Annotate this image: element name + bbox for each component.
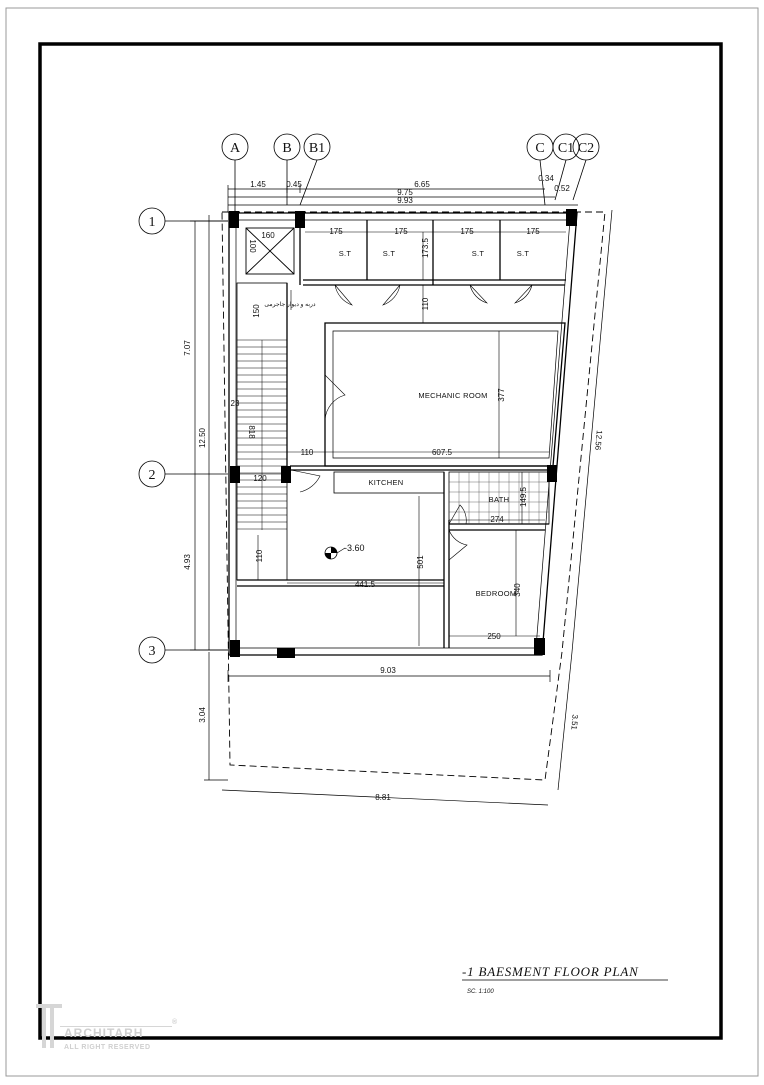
- dim-0-34: 0.34: [538, 174, 554, 183]
- dim-150: 150: [252, 304, 261, 318]
- grid-label-c1: C1: [557, 141, 575, 156]
- dim-1-45: 1.45: [250, 180, 266, 189]
- level-value: -3.60: [344, 543, 365, 553]
- dim-175-b: 175: [394, 227, 408, 236]
- level-marker-icon: [325, 547, 345, 559]
- dim-110-c: 110: [255, 549, 264, 563]
- left-dimension-lines: [190, 215, 228, 780]
- dim-250: 250: [487, 632, 501, 641]
- plan-scale: SC. 1:100: [467, 989, 494, 995]
- grid-label-c2: C2: [577, 141, 595, 156]
- room-label-kitchen: KITCHEN: [368, 478, 404, 487]
- sheet-outer-border: [6, 8, 758, 1076]
- dim-501: 501: [416, 555, 425, 569]
- dim-110-a: 110: [421, 297, 430, 311]
- dim-120: 120: [253, 474, 267, 483]
- grid-label-1: 1: [148, 215, 156, 230]
- plan-title: -1 BAESMENT FLOOR PLAN: [462, 964, 639, 979]
- grid-label-b1: B1: [308, 141, 326, 156]
- room-label-storage-3: S.T: [471, 249, 485, 258]
- dim-9-75: 9.75: [397, 188, 413, 197]
- dim-9-93: 9.93: [397, 196, 413, 205]
- dim-12-56: 12.56: [593, 429, 604, 451]
- dim-149-5: 149.5: [519, 486, 528, 508]
- dim-12-50: 12.50: [198, 427, 207, 449]
- site-boundary: [222, 212, 605, 780]
- grid-label-c: C: [535, 141, 545, 156]
- dim-173-5: 173.5: [421, 237, 430, 259]
- dim-0-45: 0.45: [286, 180, 302, 189]
- dim-175-a: 175: [329, 227, 343, 236]
- stair-treads: [237, 340, 287, 530]
- dim-3-51: 3.51: [569, 714, 580, 731]
- dim-100: 100: [248, 239, 257, 253]
- dim-110-b: 110: [300, 448, 314, 457]
- logo-mark: ®: [172, 1019, 178, 1026]
- dim-175-c: 175: [460, 227, 474, 236]
- logo-tagline: ALL RIGHT RESERVED: [64, 1044, 151, 1051]
- room-label-mechanic: MECHANIC ROOM: [418, 391, 488, 400]
- dim-0-52: 0.52: [554, 184, 570, 193]
- dim-607-5: 607.5: [431, 448, 453, 457]
- dim-6-65: 6.65: [414, 180, 430, 189]
- logo-name: ARCHITARH: [64, 1026, 144, 1040]
- grid-label-2: 2: [148, 468, 156, 483]
- building-walls: [229, 213, 577, 655]
- dim-818: 818: [247, 425, 256, 439]
- right-dimension-lines: [558, 210, 612, 790]
- room-label-storage-1: S.T: [338, 249, 352, 258]
- dim-377: 377: [497, 388, 506, 402]
- grid-label-b: B: [282, 141, 292, 156]
- grid-row-bubbles: [139, 208, 228, 663]
- dim-8-81: 8.81: [375, 793, 391, 802]
- dim-4-93: 4.93: [183, 554, 192, 570]
- room-label-bedroom: BEDROOM: [475, 589, 517, 598]
- room-label-storage-2: S.T: [382, 249, 396, 258]
- dim-175-d: 175: [526, 227, 540, 236]
- dim-274: 274: [490, 515, 504, 524]
- dim-441-5: 441.5: [354, 580, 376, 589]
- room-label-storage-4: S.T: [516, 249, 530, 258]
- dim-23: 23: [230, 399, 240, 408]
- dim-340: 340: [513, 583, 522, 597]
- structural-columns: [229, 209, 577, 658]
- bottom-dimension-lines: [222, 670, 550, 805]
- room-label-bath: BATH: [488, 495, 510, 504]
- dim-160: 160: [261, 231, 275, 240]
- grid-label-3: 3: [148, 644, 156, 659]
- sheet-frame: [40, 44, 721, 1038]
- dim-9-03: 9.03: [380, 666, 396, 675]
- dim-7-07: 7.07: [183, 340, 192, 356]
- stair-note: دربه و دیوار جاجرمی: [264, 302, 316, 308]
- dim-3-04: 3.04: [198, 707, 207, 723]
- grid-label-a: A: [229, 141, 241, 156]
